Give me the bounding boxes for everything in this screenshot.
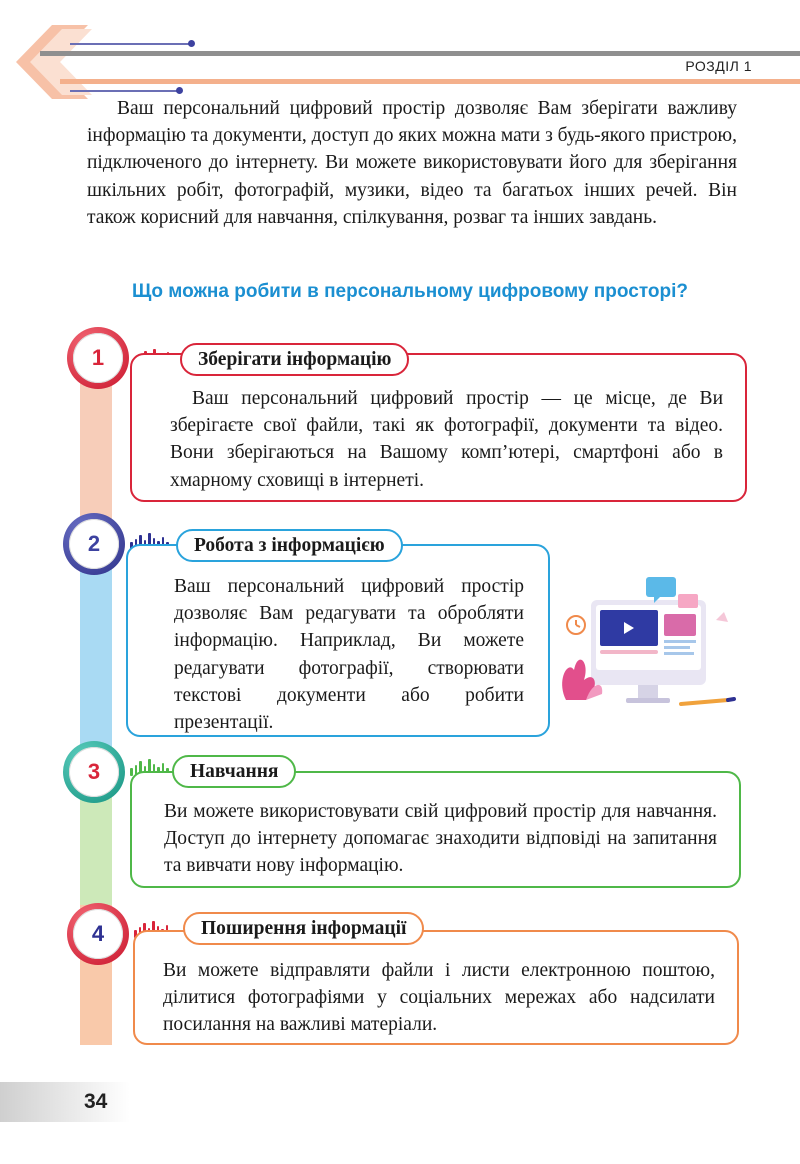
step-title: Робота з інформацією bbox=[176, 529, 403, 562]
step-title: Зберігати інформацію bbox=[180, 343, 409, 376]
step-number-badge bbox=[67, 327, 129, 389]
step-card bbox=[126, 544, 550, 737]
intro-paragraph: Ваш персональний цифровий простір дозволяє Вам зберігати важливу інформацію та документи, доступ до яких можна мати з будь-якого пристрою, підключеного до інтернету. Ви можете використовувати його для зберігання шкільних робіт, фотографій, музики, відео та багатьох інших речей. Він також корисний для навчання, спілкування, розваг та інших завдань. bbox=[87, 98, 737, 228]
header-dot bbox=[188, 40, 195, 47]
step-text: Ваш персональний цифровий простір — це місце, де Ви зберігаєте свої файли, такі як фотографії, документи та відео. Вони зберігаються на Вашому комп’ютері, смартфоні або в хмарному сховищі в інтернеті. bbox=[170, 388, 723, 491]
timeline-segment bbox=[80, 550, 112, 765]
step-number: 3 bbox=[69, 747, 119, 797]
step-title: Навчання bbox=[172, 755, 296, 788]
header-thin-line bbox=[70, 43, 190, 45]
step-number-badge bbox=[67, 903, 129, 965]
header-line-orange bbox=[60, 79, 800, 84]
header-dot bbox=[176, 87, 183, 94]
step-number-badge bbox=[63, 513, 125, 575]
step-number: 2 bbox=[69, 519, 119, 569]
header-thin-line bbox=[70, 90, 180, 92]
step-card bbox=[133, 930, 739, 1045]
header-arrow-icon bbox=[0, 0, 110, 100]
header-decoration bbox=[0, 0, 800, 100]
section-label: РОЗДІЛ 1 bbox=[685, 58, 752, 74]
step-number: 4 bbox=[73, 909, 123, 959]
step-text: Ваш персональний цифровий простір дозволяє Вам редагувати та обробляти інформацію. Наприклад, Ви можете редагувати фотографії, створювати текстові документи або робити презентації. bbox=[174, 576, 524, 734]
header-line-gray bbox=[40, 51, 800, 56]
page-number: 34 bbox=[84, 1090, 108, 1113]
step-title: Поширення інформації bbox=[183, 912, 424, 945]
section-question-heading: Що можна робити в персональному цифровому просторі? bbox=[132, 281, 688, 302]
step-card bbox=[130, 771, 741, 888]
computer-with-video-player-illustration bbox=[556, 570, 746, 720]
step-number: 1 bbox=[73, 333, 123, 383]
step-text: Ви можете використовувати свій цифровий простір для навчання. Доступ до інтернету допомагає знаходити відповіді на запитання та вивчати нову інформацію. bbox=[164, 801, 717, 877]
step-number-badge bbox=[63, 741, 125, 803]
step-text: Ви можете відправляти файли і листи електронною поштою, ділитися фотографіями у соціальних мережах або надсилати посилання на важливі матеріали. bbox=[163, 960, 715, 1036]
footer-decoration bbox=[0, 1082, 130, 1122]
